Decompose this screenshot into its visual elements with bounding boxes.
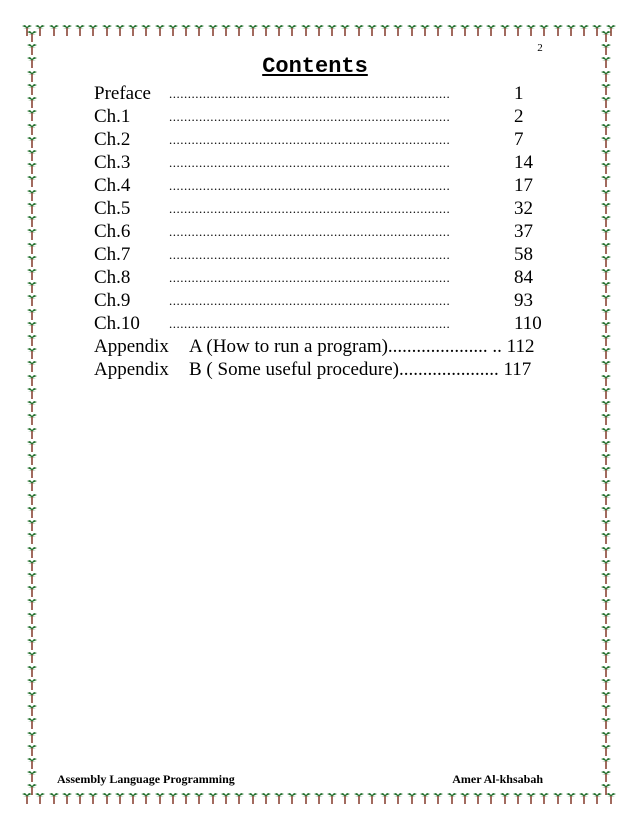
palm-tree-icon: [27, 374, 37, 386]
palm-tree-icon: [380, 24, 390, 36]
palm-tree-icon: [27, 281, 37, 293]
palm-tree-icon: [27, 149, 37, 161]
palm-tree-icon: [601, 228, 611, 240]
palm-tree-icon: [27, 400, 37, 412]
palm-tree-icon: [601, 717, 611, 729]
palm-tree-icon: [27, 612, 37, 624]
palm-tree-icon: [579, 24, 589, 36]
toc-entry-label: Ch.6: [94, 221, 131, 242]
page-number: 2: [537, 42, 543, 54]
palm-tree-icon: [601, 400, 611, 412]
palm-tree-icon: [601, 691, 611, 703]
palm-tree-icon: [102, 792, 112, 804]
palm-tree-icon: [27, 572, 37, 584]
palm-tree-icon: [553, 24, 563, 36]
toc-entry-leader-dots: ...........................................................................: [169, 224, 451, 239]
palm-tree-icon: [27, 189, 37, 201]
toc-entry: [94, 105, 554, 128]
palm-tree-icon: [27, 770, 37, 782]
palm-tree-icon: [500, 792, 510, 804]
palm-tree-icon: [340, 24, 350, 36]
palm-tree-icon: [261, 24, 271, 36]
palm-tree-icon: [601, 625, 611, 637]
palm-tree-icon: [27, 427, 37, 439]
page-border-left: [24, 30, 40, 796]
palm-tree-icon: [194, 24, 204, 36]
palm-tree-icon: [234, 792, 244, 804]
palm-tree-icon: [579, 792, 589, 804]
palm-tree-icon: [128, 792, 138, 804]
palm-tree-icon: [141, 792, 151, 804]
palm-tree-icon: [601, 43, 611, 55]
appendix-label: Appendix: [94, 336, 169, 357]
palm-tree-icon: [27, 56, 37, 68]
palm-tree-icon: [601, 572, 611, 584]
palm-tree-icon: [327, 792, 337, 804]
palm-tree-icon: [314, 792, 324, 804]
palm-tree-icon: [88, 792, 98, 804]
toc-entry-label: Ch.9: [94, 290, 131, 311]
toc-entry-page-number: 37: [514, 221, 533, 242]
palm-tree-icon: [27, 704, 37, 716]
palm-tree-icon: [601, 506, 611, 518]
palm-tree-icon: [601, 479, 611, 491]
palm-tree-icon: [221, 24, 231, 36]
palm-tree-icon: [27, 255, 37, 267]
toc-entry-leader-dots: ...........................................................................: [169, 247, 451, 262]
palm-tree-icon: [601, 585, 611, 597]
palm-tree-icon: [314, 24, 324, 36]
toc-entry-label: Ch.4: [94, 175, 131, 196]
palm-tree-icon: [274, 24, 284, 36]
palm-tree-icon: [27, 453, 37, 465]
palm-tree-icon: [27, 559, 37, 571]
appendix-title: B ( Some useful procedure)..................... 117: [189, 359, 532, 380]
palm-tree-icon: [27, 479, 37, 491]
palm-tree-icon: [27, 175, 37, 187]
palm-tree-icon: [27, 519, 37, 531]
palm-tree-icon: [248, 792, 258, 804]
palm-tree-icon: [601, 189, 611, 201]
palm-tree-icon: [601, 678, 611, 690]
footer-book-title: Assembly Language Programming: [57, 772, 235, 786]
palm-tree-icon: [155, 24, 165, 36]
palm-tree-icon: [75, 24, 85, 36]
palm-tree-icon: [486, 792, 496, 804]
palm-tree-icon: [181, 792, 191, 804]
palm-tree-icon: [513, 792, 523, 804]
toc-entry: [94, 174, 554, 197]
palm-tree-icon: [539, 792, 549, 804]
palm-tree-icon: [601, 334, 611, 346]
palm-tree-icon: [601, 598, 611, 610]
palm-tree-icon: [460, 24, 470, 36]
toc-entry-page-number: 84: [514, 267, 533, 288]
palm-tree-icon: [367, 792, 377, 804]
palm-tree-icon: [168, 24, 178, 36]
palm-tree-icon: [27, 651, 37, 663]
palm-tree-icon: [473, 24, 483, 36]
palm-tree-icon: [301, 24, 311, 36]
palm-tree-icon: [27, 717, 37, 729]
toc-entry: [94, 128, 554, 151]
palm-tree-icon: [433, 24, 443, 36]
palm-tree-icon: [27, 532, 37, 544]
palm-tree-icon: [601, 136, 611, 148]
palm-tree-icon: [75, 792, 85, 804]
toc-entry-page-number: 2: [514, 106, 524, 127]
palm-tree-icon: [27, 215, 37, 227]
palm-tree-icon: [27, 347, 37, 359]
page-border-bottom: [22, 790, 616, 806]
palm-tree-icon: [27, 783, 37, 795]
palm-tree-icon: [27, 308, 37, 320]
palm-tree-icon: [601, 374, 611, 386]
palm-tree-icon: [486, 24, 496, 36]
toc-entry-label: Ch.7: [94, 244, 131, 265]
palm-tree-icon: [601, 559, 611, 571]
palm-tree-icon: [601, 308, 611, 320]
palm-tree-icon: [566, 792, 576, 804]
palm-tree-icon: [27, 162, 37, 174]
palm-tree-icon: [27, 96, 37, 108]
palm-tree-icon: [553, 792, 563, 804]
palm-tree-icon: [526, 24, 536, 36]
toc-entry-label: Ch.5: [94, 198, 131, 219]
palm-tree-icon: [27, 440, 37, 452]
palm-tree-icon: [27, 413, 37, 425]
toc-entry-page-number: 17: [514, 175, 533, 196]
toc-entry-leader-dots: ...........................................................................: [169, 316, 451, 331]
palm-tree-icon: [433, 792, 443, 804]
toc-entry-label: Ch.2: [94, 129, 131, 150]
palm-tree-icon: [27, 638, 37, 650]
appendix-title: A (How to run a program)..................... .. 112: [189, 336, 535, 357]
toc-entry: [94, 82, 554, 105]
toc-entry: [94, 197, 554, 220]
palm-tree-icon: [601, 770, 611, 782]
toc-entry-page-number: 1: [514, 83, 524, 104]
palm-tree-icon: [407, 792, 417, 804]
palm-tree-icon: [27, 585, 37, 597]
palm-tree-icon: [601, 651, 611, 663]
palm-tree-icon: [248, 24, 258, 36]
palm-tree-icon: [601, 453, 611, 465]
palm-tree-icon: [261, 792, 271, 804]
palm-tree-icon: [601, 519, 611, 531]
toc-entry-label: Preface: [94, 83, 151, 104]
palm-tree-icon: [27, 294, 37, 306]
palm-tree-icon: [27, 665, 37, 677]
palm-tree-icon: [287, 792, 297, 804]
toc-entry-page-number: 58: [514, 244, 533, 265]
appendix-label: Appendix: [94, 359, 169, 380]
toc-entry: [94, 151, 554, 174]
toc-entry-leader-dots: ...........................................................................: [169, 293, 451, 308]
palm-tree-icon: [601, 175, 611, 187]
palm-tree-icon: [601, 360, 611, 372]
palm-tree-icon: [181, 24, 191, 36]
palm-tree-icon: [155, 792, 165, 804]
toc-entry: [94, 266, 554, 289]
palm-tree-icon: [62, 792, 72, 804]
toc-appendix-a: [94, 335, 554, 358]
palm-tree-icon: [27, 109, 37, 121]
palm-tree-icon: [601, 347, 611, 359]
toc-entry-leader-dots: ...........................................................................: [169, 86, 451, 101]
palm-tree-icon: [601, 56, 611, 68]
toc-entry-label: Ch.1: [94, 106, 131, 127]
toc-entry-label: Ch.8: [94, 267, 131, 288]
palm-tree-icon: [407, 24, 417, 36]
palm-tree-icon: [601, 83, 611, 95]
palm-tree-icon: [27, 334, 37, 346]
palm-tree-icon: [27, 202, 37, 214]
toc-entry-page-number: 7: [514, 129, 524, 150]
palm-tree-icon: [194, 792, 204, 804]
palm-tree-icon: [102, 24, 112, 36]
palm-tree-icon: [327, 24, 337, 36]
palm-tree-icon: [354, 792, 364, 804]
toc-entry: [94, 289, 554, 312]
palm-tree-icon: [354, 24, 364, 36]
palm-tree-icon: [27, 70, 37, 82]
palm-tree-icon: [27, 83, 37, 95]
palm-tree-icon: [447, 24, 457, 36]
palm-tree-icon: [601, 744, 611, 756]
palm-tree-icon: [27, 360, 37, 372]
palm-tree-icon: [27, 546, 37, 558]
toc-entry-label: Ch.3: [94, 152, 131, 173]
palm-tree-icon: [601, 162, 611, 174]
page-title: Contents: [262, 54, 368, 79]
toc-entry-page-number: 14: [514, 152, 533, 173]
palm-tree-icon: [27, 136, 37, 148]
palm-tree-icon: [601, 96, 611, 108]
palm-tree-icon: [27, 466, 37, 478]
palm-tree-icon: [27, 493, 37, 505]
palm-tree-icon: [601, 413, 611, 425]
palm-tree-icon: [27, 123, 37, 135]
palm-tree-icon: [601, 202, 611, 214]
palm-tree-icon: [141, 24, 151, 36]
toc-entry: [94, 243, 554, 266]
palm-tree-icon: [601, 757, 611, 769]
palm-tree-icon: [420, 24, 430, 36]
palm-tree-icon: [601, 109, 611, 121]
palm-tree-icon: [601, 427, 611, 439]
page-border-top: [22, 22, 616, 38]
palm-tree-icon: [601, 546, 611, 558]
palm-tree-icon: [208, 24, 218, 36]
palm-tree-icon: [340, 792, 350, 804]
palm-tree-icon: [128, 24, 138, 36]
palm-tree-icon: [601, 30, 611, 42]
palm-tree-icon: [601, 638, 611, 650]
palm-tree-icon: [49, 792, 59, 804]
palm-tree-icon: [168, 792, 178, 804]
palm-tree-icon: [27, 757, 37, 769]
toc-entry: [94, 220, 554, 243]
toc-entry-leader-dots: ...........................................................................: [169, 155, 451, 170]
toc-entry: [94, 312, 554, 335]
palm-tree-icon: [601, 70, 611, 82]
palm-tree-icon: [526, 792, 536, 804]
palm-tree-icon: [601, 731, 611, 743]
palm-tree-icon: [49, 24, 59, 36]
palm-tree-icon: [601, 242, 611, 254]
palm-tree-icon: [27, 268, 37, 280]
palm-tree-icon: [287, 24, 297, 36]
palm-tree-icon: [27, 30, 37, 42]
palm-tree-icon: [601, 294, 611, 306]
palm-tree-icon: [27, 228, 37, 240]
palm-tree-icon: [27, 598, 37, 610]
palm-tree-icon: [27, 731, 37, 743]
palm-tree-icon: [380, 792, 390, 804]
palm-tree-icon: [27, 691, 37, 703]
palm-tree-icon: [27, 387, 37, 399]
palm-tree-icon: [27, 506, 37, 518]
palm-tree-icon: [601, 387, 611, 399]
palm-tree-icon: [27, 678, 37, 690]
palm-tree-icon: [601, 493, 611, 505]
palm-tree-icon: [601, 255, 611, 267]
toc-entry-leader-dots: ...........................................................................: [169, 201, 451, 216]
palm-tree-icon: [601, 149, 611, 161]
table-of-contents: [94, 82, 554, 381]
palm-tree-icon: [500, 24, 510, 36]
palm-tree-icon: [601, 612, 611, 624]
toc-appendix-b: [94, 358, 554, 381]
toc-entry-leader-dots: ...........................................................................: [169, 132, 451, 147]
palm-tree-icon: [234, 24, 244, 36]
palm-tree-icon: [88, 24, 98, 36]
palm-tree-icon: [601, 532, 611, 544]
palm-tree-icon: [27, 43, 37, 55]
page-border-right: [598, 30, 614, 796]
palm-tree-icon: [601, 704, 611, 716]
toc-entry-label: Ch.10: [94, 313, 140, 334]
palm-tree-icon: [473, 792, 483, 804]
palm-tree-icon: [115, 24, 125, 36]
palm-tree-icon: [601, 783, 611, 795]
palm-tree-icon: [27, 625, 37, 637]
palm-tree-icon: [27, 242, 37, 254]
footer-author: Amer Al-khsabah: [452, 772, 543, 786]
palm-tree-icon: [393, 24, 403, 36]
palm-tree-icon: [27, 744, 37, 756]
palm-tree-icon: [601, 665, 611, 677]
palm-tree-icon: [601, 215, 611, 227]
palm-tree-icon: [447, 792, 457, 804]
palm-tree-icon: [208, 792, 218, 804]
toc-entry-page-number: 110: [514, 313, 542, 334]
palm-tree-icon: [601, 466, 611, 478]
palm-tree-icon: [601, 268, 611, 280]
palm-tree-icon: [460, 792, 470, 804]
palm-tree-icon: [420, 792, 430, 804]
palm-tree-icon: [27, 321, 37, 333]
palm-tree-icon: [601, 123, 611, 135]
palm-tree-icon: [601, 281, 611, 293]
toc-entry-page-number: 93: [514, 290, 533, 311]
palm-tree-icon: [221, 792, 231, 804]
toc-entry-leader-dots: ...........................................................................: [169, 270, 451, 285]
palm-tree-icon: [566, 24, 576, 36]
palm-tree-icon: [393, 792, 403, 804]
toc-entry-leader-dots: ...........................................................................: [169, 109, 451, 124]
palm-tree-icon: [601, 440, 611, 452]
palm-tree-icon: [367, 24, 377, 36]
palm-tree-icon: [539, 24, 549, 36]
palm-tree-icon: [601, 321, 611, 333]
toc-entry-leader-dots: ...........................................................................: [169, 178, 451, 193]
toc-entry-page-number: 32: [514, 198, 533, 219]
palm-tree-icon: [513, 24, 523, 36]
palm-tree-icon: [115, 792, 125, 804]
palm-tree-icon: [301, 792, 311, 804]
palm-tree-icon: [274, 792, 284, 804]
palm-tree-icon: [62, 24, 72, 36]
